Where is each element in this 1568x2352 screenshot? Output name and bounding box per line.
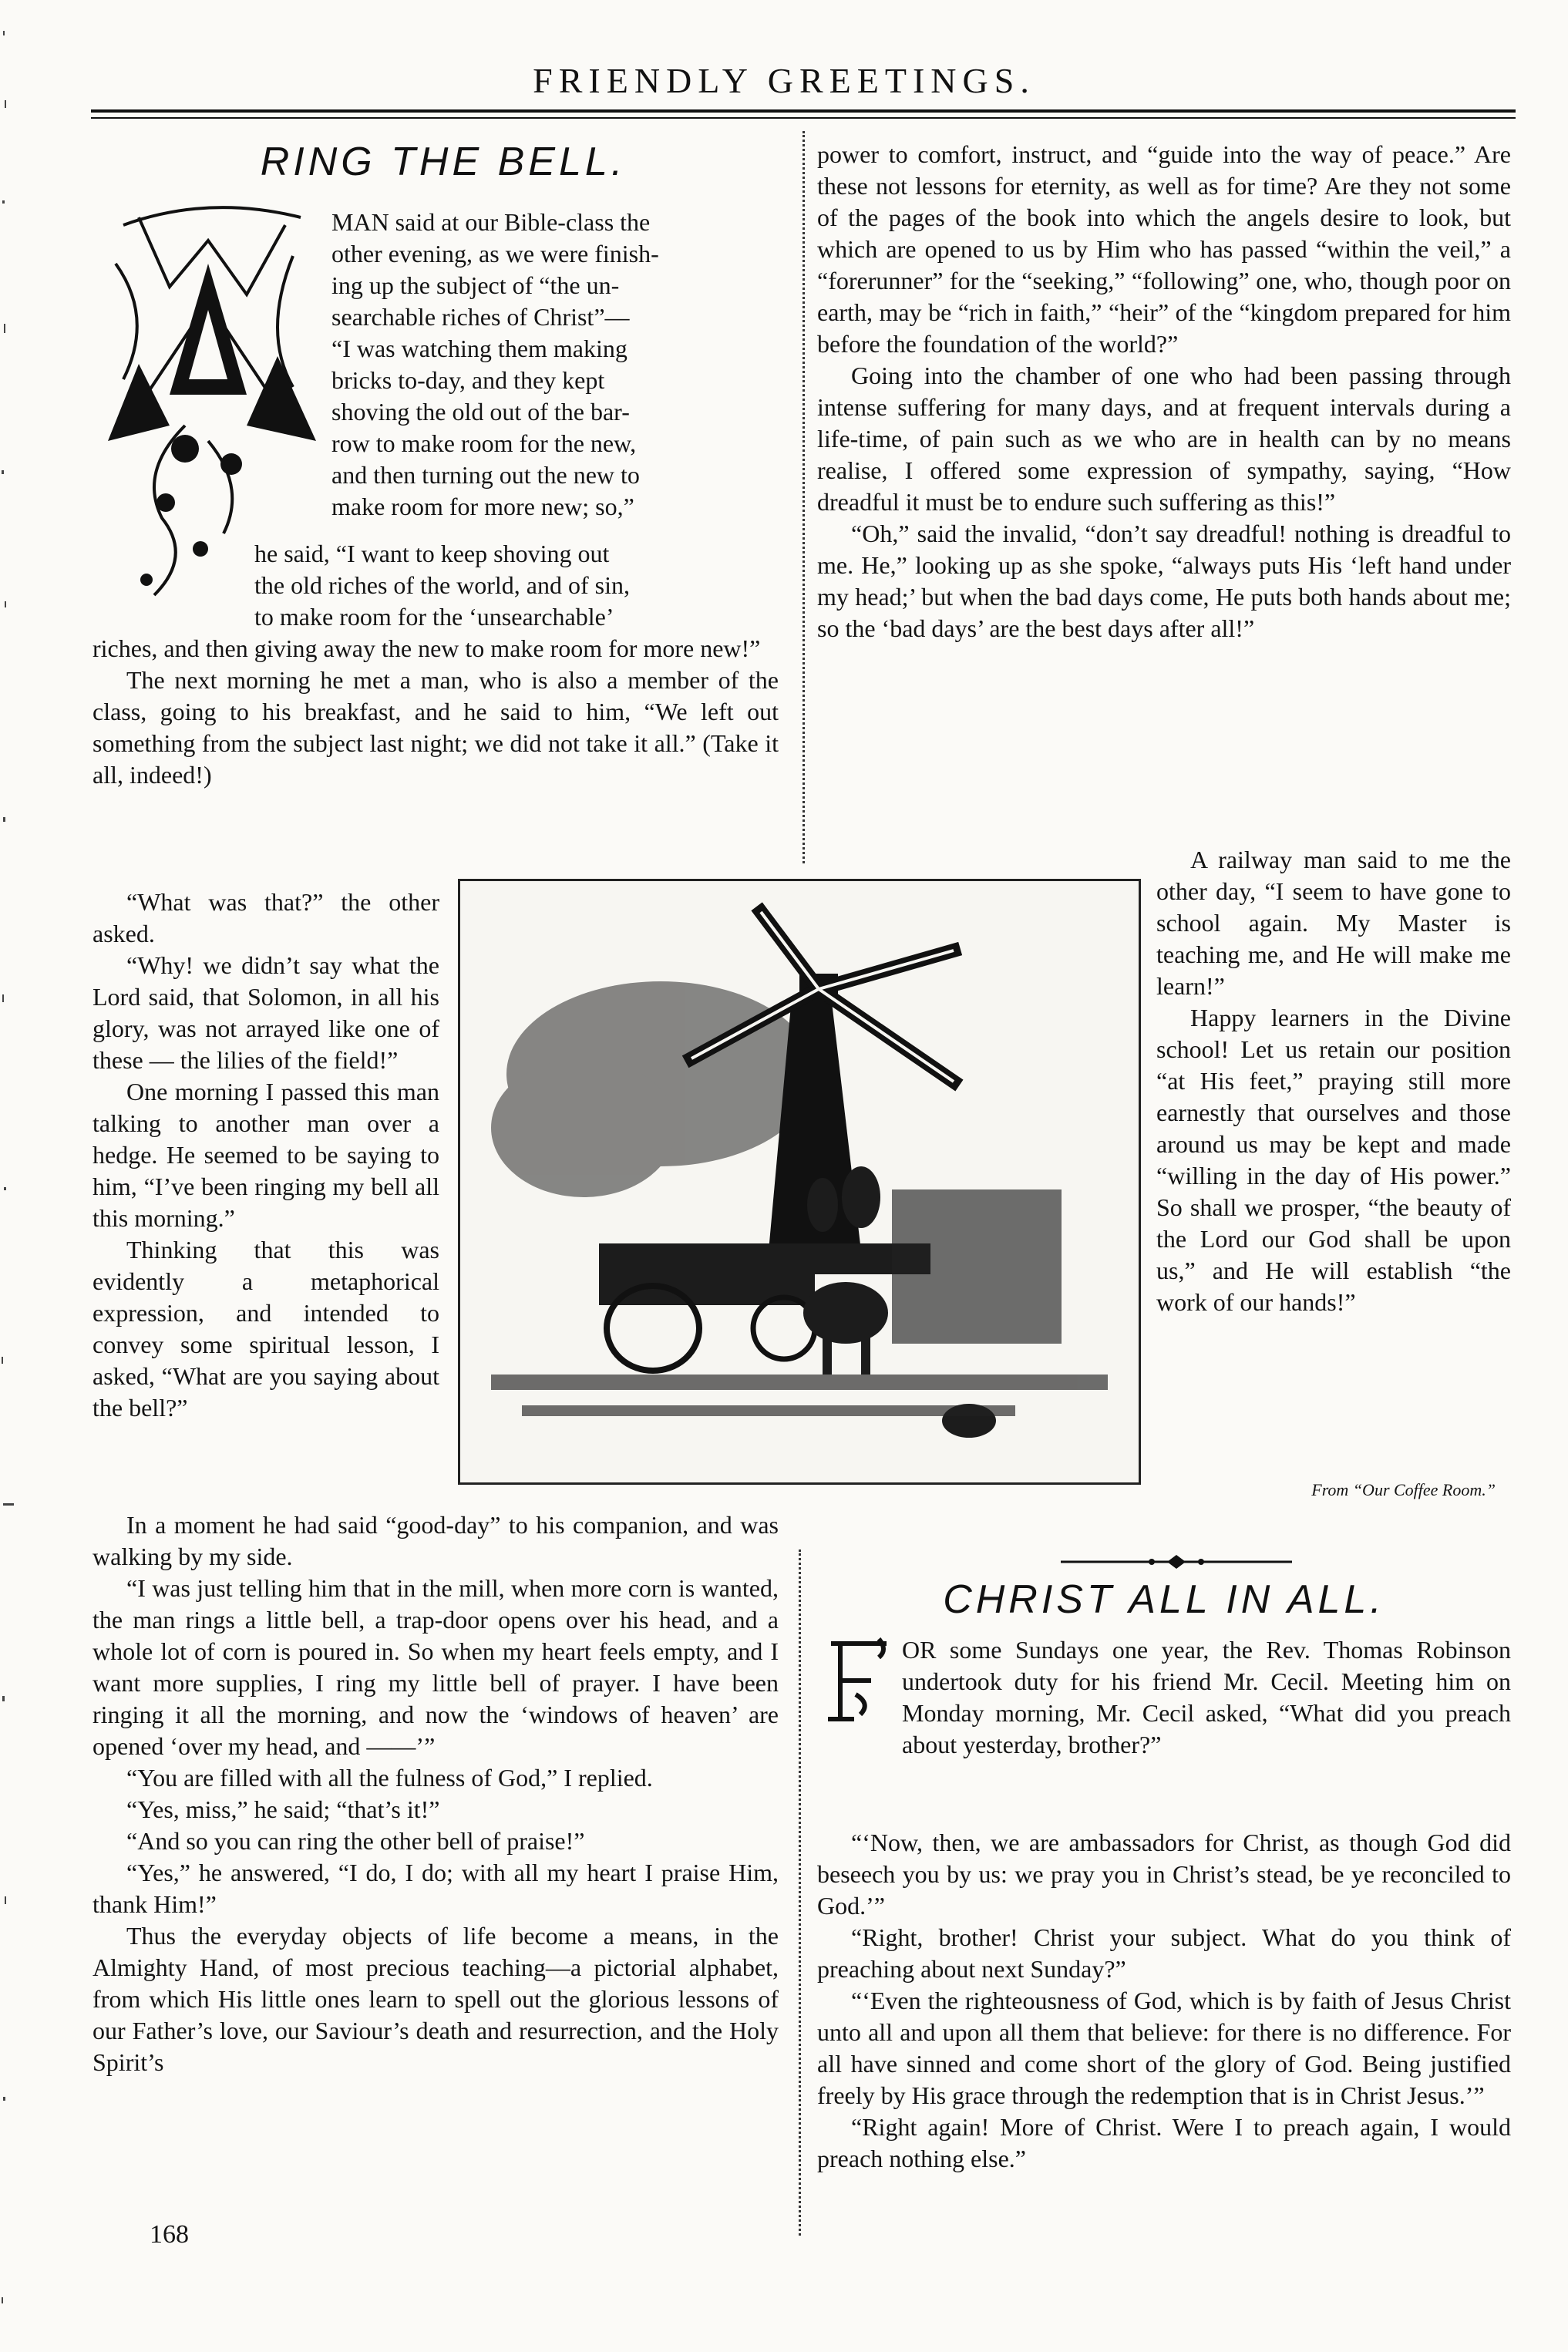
paragraph: A railway man said to me the other day, “I seem to have gone to school again. My Master is teaching me, and He will make me learn!” bbox=[1156, 846, 1511, 1000]
paragraph: Thinking that this was evidently a metaphorical expression, and intended to convey some spiritual lesson, I asked, “What are you saying about the bell?” bbox=[93, 1236, 439, 1422]
text-line: ing up the subject of “the un- bbox=[331, 271, 620, 299]
text-line: searchable riches of Christ”— bbox=[331, 303, 630, 331]
article1-body-right-narrow bbox=[1156, 844, 1511, 1318]
article1-body-top bbox=[93, 633, 779, 791]
column-divider-upper bbox=[803, 131, 805, 863]
windmill-engraving bbox=[458, 879, 1141, 1485]
paragraph: The next morning he met a man, who is also a member of the class, going to his breakfast, and he said to him, “We left out something from the subject last night; we did not take it all.” (Take it all, indeed!) bbox=[93, 666, 779, 789]
paragraph: In a moment he had said “good-day” to his companion, and was walking by my side. bbox=[93, 1511, 779, 1570]
page-number: 168 bbox=[150, 2220, 189, 2249]
paragraph: “What was that?” the other asked. bbox=[93, 888, 439, 947]
article1-intro-wrap bbox=[331, 207, 779, 523]
paragraph: Going into the chamber of one who had been passing through intense suffering for many days, and at frequent intervals during a life-time, of pain such as we who are in health can by no means realise, I offered some expression of sympathy, saying, “How dreadful it must be to endure such suffering as this!” bbox=[817, 362, 1511, 516]
article2-body bbox=[817, 1827, 1511, 2175]
article-title-christ-all-in-all: CHRIST ALL IN ALL. bbox=[943, 1577, 1385, 1622]
dropcap-letter-f bbox=[817, 1634, 891, 1727]
paragraph: Happy learners in the Divine school! Let us retain our position “at His feet,” praying still more earnestly that ourselves and those around us may be kept and made “willing in the day of His power.” So shall we prosper, “the beauty of the Lord our God shall be upon us,” and He will establish “the work of our hands!” bbox=[1156, 1004, 1511, 1316]
section-ornament bbox=[1061, 1553, 1292, 1570]
paragraph: “You are filled with all the fulness of God,” I replied. bbox=[126, 1764, 653, 1792]
header-rule-thick bbox=[91, 109, 1516, 113]
paragraph: One morning I passed this man talking to another man over a hedge. He seemed to be saying to him, “I’ve been ringing my bell all this morning.” bbox=[93, 1078, 439, 1232]
text-line: he said, “I want to keep shoving out bbox=[254, 540, 610, 567]
text-line: bricks to-day, and they kept bbox=[331, 366, 605, 394]
paragraph: “Oh,” said the invalid, “don’t say dreadful! nothing is dreadful to me. He,” looking up as she spoke, “always puts His ‘left hand under my head;’ but when the bad days come, He puts both hands about me; so the ‘bad days’ are the best days after all!” bbox=[817, 520, 1511, 642]
paragraph: “‘Even the righteousness of God, which is by faith of Jesus Christ unto all and upon all them that believe: for there is no difference. For all have sinned and come short of the glory of God. Being justified freely by His grace through the redemption that is in Christ Jesus.’” bbox=[817, 1987, 1511, 2109]
running-title: FRIENDLY GREETINGS. bbox=[533, 61, 1035, 100]
article1-intro-wrap-lower bbox=[254, 538, 779, 633]
article2-intro-wrap bbox=[902, 1634, 1511, 1761]
paragraph: “Why! we didn’t say what the Lord said, that Solomon, in all his glory, was not arrayed like one of these — the lilies of the field!” bbox=[93, 951, 439, 1074]
paragraph: power to comfort, instruct, and “guide into the way of peace.” Are these not lessons for eternity, as well as for time? Are they not some of the pages of the book into which the angels desire to look, but which are opened to us by Him who has passed “within the veil,” a “forerunner” for the “seeking,” “following” one, who, though poor on earth, may be “rich in faith,” “heir” of the “kingdom prepared for him before the foundation of the world?” bbox=[817, 140, 1511, 358]
paragraph: “I was just telling him that in the mill, when more corn is wanted, the man rings a little bell, a trap-door opens over his head, and a whole lot of corn is poured in. So when my heart feels empty, and I want more supplies, I ring my little bell of prayer. I have been ringing it all the morning, and now the ‘windows of heaven’ are opened ‘over my head, and ——’” bbox=[93, 1574, 779, 1760]
paragraph: “And so you can ring the other bell of praise!” bbox=[126, 1827, 585, 1855]
paragraph: “Right, brother! Christ your subject. What do you think of preaching about next Sunday?” bbox=[817, 1923, 1511, 1983]
article1-body-lower bbox=[93, 1509, 779, 2078]
paragraph: Thus the everyday objects of life become a means, in the Almighty Hand, of most precious teaching—a pictorial alphabet, from which His little ones learn to spell out the glorious lessons of our Father’s love, our Saviour’s death and resurrection, and the Holy Spirit’s bbox=[93, 1922, 779, 2076]
column-divider-lower bbox=[799, 1549, 801, 2236]
header-rule-thin bbox=[91, 117, 1516, 119]
text-line: make room for more new; so,” bbox=[331, 493, 634, 520]
source-credit: From “Our Coffee Room.” bbox=[1311, 1480, 1496, 1499]
text-line: shoving the old out of the bar- bbox=[331, 398, 630, 426]
text-line: other evening, as we were finish- bbox=[331, 240, 659, 268]
text-line: row to make room for the new, bbox=[331, 429, 637, 457]
scanned-page-edge bbox=[0, 0, 22, 2349]
text-line: “I was watching them making bbox=[331, 335, 628, 362]
paragraph: “Right again! More of Christ. Were I to preach again, I would preach nothing else.” bbox=[817, 2113, 1511, 2172]
paragraph: “‘Now, then, we are ambassadors for Christ, as though God did beseech you by us: we pray you in Christ’s stead, be ye reconciled to God.’” bbox=[817, 1829, 1511, 1920]
article1-body-narrow-left bbox=[93, 887, 439, 1424]
text-line: and then turning out the new to bbox=[331, 461, 640, 489]
article1-body-right bbox=[817, 139, 1511, 644]
paragraph: “Yes, miss,” he said; “that’s it!” bbox=[126, 1795, 440, 1823]
article-title-ring-the-bell: RING THE BELL. bbox=[260, 140, 627, 184]
text-line: the old riches of the world, and of sin, bbox=[254, 571, 630, 599]
paragraph: OR some Sundays one year, the Rev. Thomas Robinson undertook duty for his friend Mr. Cecil. Meeting him on Monday morning, Mr. Cecil asked, “What did you preach about yesterday, brother?” bbox=[902, 1636, 1511, 1758]
text-line: MAN said at our Bible-class the bbox=[331, 208, 651, 236]
text-line: to make room for the ‘unsearchable’ bbox=[254, 603, 614, 631]
paragraph: “Yes,” he answered, “I do, I do; with all my heart I praise Him, thank Him!” bbox=[93, 1859, 779, 1918]
paragraph: riches, and then giving away the new to make room for more new!” bbox=[93, 634, 761, 662]
